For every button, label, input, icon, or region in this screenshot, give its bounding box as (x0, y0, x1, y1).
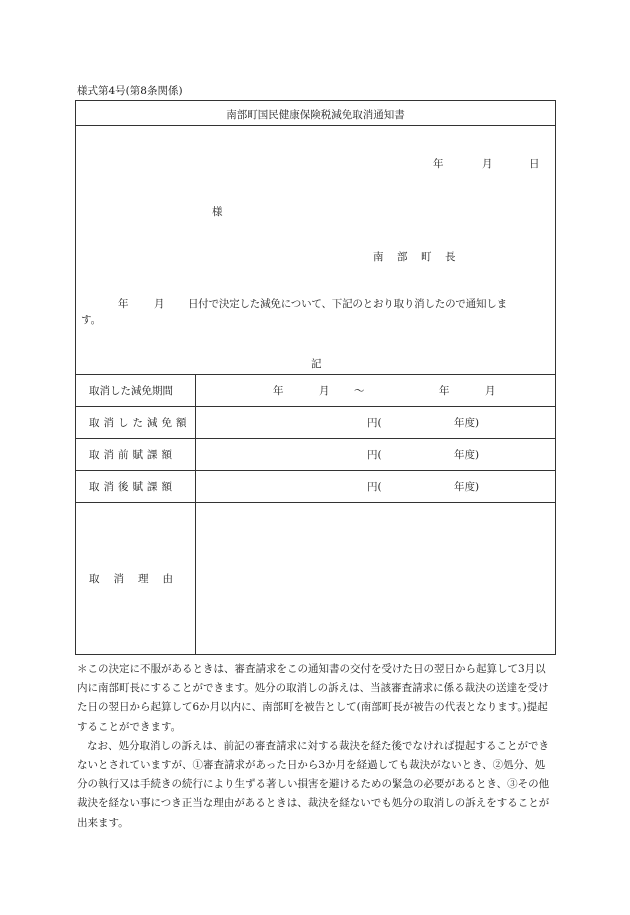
after-amount-nendo: 年度) (454, 481, 480, 493)
addressee-suffix: 様 (212, 206, 223, 218)
row-divider-3 (75, 470, 556, 471)
issuer-char-2: 部 (397, 251, 408, 263)
title-divider (75, 125, 556, 126)
reason-label: 取消理由 (89, 573, 187, 585)
period-month-1: 月 (319, 385, 330, 397)
after-amount-label: 取消後賦課額 (89, 481, 176, 493)
date-day: 日 (529, 158, 540, 170)
row-divider-2 (75, 438, 556, 439)
issuer-char-1: 南 (373, 251, 384, 263)
period-label: 取消した減免期間 (89, 385, 173, 397)
period-tilde: 〜 (354, 385, 365, 397)
issuer-char-3: 町 (421, 251, 432, 263)
body-text-cont: す。 (81, 314, 102, 326)
cancelled-amount-yen: 円( (367, 417, 382, 429)
row-divider-1 (75, 406, 556, 407)
period-month-2: 月 (485, 385, 496, 397)
body-year: 年 (118, 298, 129, 310)
form-number: 様式第4号(第8条関係) (77, 85, 183, 97)
date-year: 年 (433, 158, 444, 170)
period-year-2: 年 (439, 385, 450, 397)
before-amount-nendo: 年度) (454, 449, 480, 461)
period-year-1: 年 (273, 385, 284, 397)
before-amount-label: 取消前賦課額 (89, 449, 176, 461)
notes (77, 660, 555, 833)
after-amount-yen: 円( (367, 481, 382, 493)
date-month: 月 (482, 158, 493, 170)
note-lawsuit: なお、処分取消しの訴えは、前記の審査請求に対する裁決を経た後でなければ提起することができないとされていますが、①審査請求があった日から3か月を経過しても裁決がないとき、②処分、処分の執行又は手続きの続行により生ずる著しい損害を避けるための緊急の必要があるとき、③その他裁決を経ない事につき正当な理由があるときは、裁決を経ないでも処分の取消しの訴えをすることが出来ます。 (77, 739, 550, 829)
issuer-char-4: 長 (445, 251, 456, 263)
reason-field[interactable] (196, 503, 555, 654)
body-text: 日付で決定した減免について、下記のとおり取り消したので通知しま (188, 298, 507, 310)
table-top-line (75, 374, 556, 375)
note-appeal: ＊この決定に不服があるときは、審査請求をこの通知書の交付を受けた日の翌日から起算して3月以内に南部町長にすることができます。処分の取消しの訴えは、当該審査請求に係る裁決の送達を受けた日の翌日から起算して6か月以内に、南部町を被告として(南部町長が被告の代表となります。)提起することができます。 (77, 663, 549, 733)
ki-label: 記 (311, 358, 322, 370)
body-month: 月 (154, 298, 165, 310)
before-amount-yen: 円( (367, 449, 382, 461)
cancelled-amount-label: 取消した減免額 (89, 417, 191, 429)
document-title: 南部町国民健康保険税減免取消通知書 (226, 109, 405, 121)
cancelled-amount-nendo: 年度) (454, 417, 480, 429)
